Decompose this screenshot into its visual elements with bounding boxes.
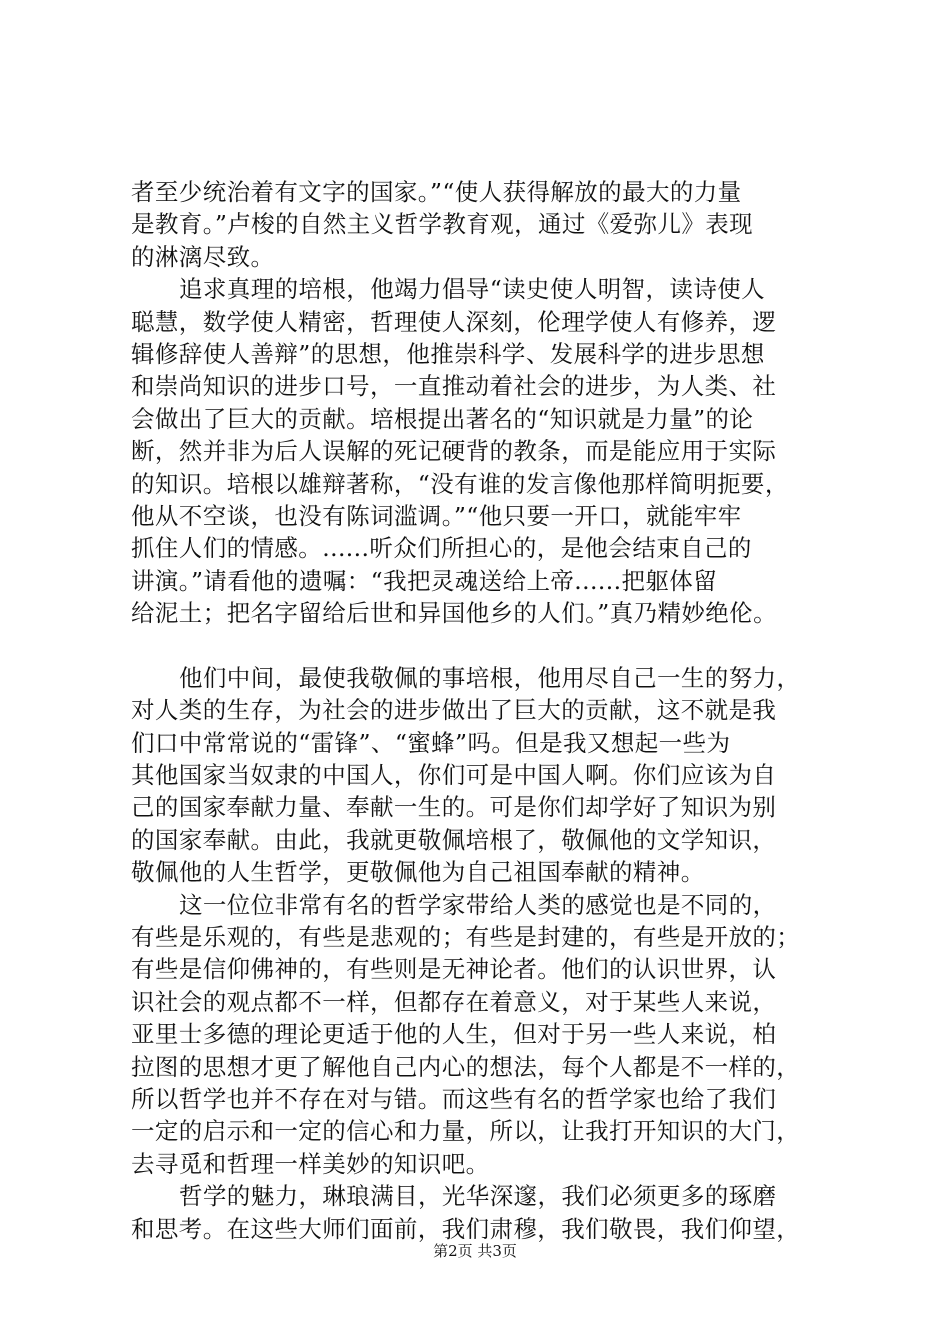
text-line: 这一位位非常有名的哲学家带给人类的感觉也是不同的， [179, 890, 777, 919]
text-line: 是教育。”卢梭的自然主义哲学教育观，通过《爱弥儿》表现 [131, 210, 754, 239]
text-line: 他们中间，最使我敬佩的事培根，他用尽自己一生的努力， [179, 663, 801, 692]
text-line: 对人类的生存，为社会的进步做出了巨大的贡献，这不就是我 [131, 696, 777, 725]
text-line: 辑修辞使人善辩”的思想，他推崇科学、发展科学的进步思想 [131, 339, 765, 368]
text-line: 讲演。”请看他的遗嘱：“我把灵魂送给上帝......把躯体留 [131, 566, 718, 595]
text-line: 亚里士多德的理论更适于他的人生，但对于另一些人来说，柏 [131, 1020, 777, 1049]
text-line: 断，然并非为后人误解的死记硬背的教条，而是能应用于实际 [131, 437, 777, 466]
text-line: 己的国家奉献力量、奉献一生的。可是你们却学好了知识为别 [131, 793, 777, 822]
text-line: 者至少统治着有文字的国家。”“使人获得解放的最大的力量 [131, 178, 742, 206]
text-line: 和思考。在这些大师们面前，我们肃穆，我们敬畏，我们仰望， [131, 1214, 801, 1243]
text-line: 会做出了巨大的贡献。培根提出著名的“知识就是力量”的论 [131, 404, 754, 433]
text-line: 和崇尚知识的进步口号，一直推动着社会的进步，为人类、社 [131, 372, 777, 401]
page-footer: 第2页 共3页 [433, 1242, 517, 1260]
text-line: 的知识。培根以雄辩著称，“没有谁的发言像他那样简明扼要， [131, 469, 789, 498]
text-line: 去寻觅和哲理一样美妙的知识吧。 [131, 1149, 490, 1178]
text-line: 有些是信仰佛神的，有些则是无神论者。他们的认识世界，认 [131, 955, 777, 984]
text-line: 追求真理的培根，他竭力倡导“读史使人明智，读诗使人 [179, 275, 766, 304]
body-text [131, 176, 831, 1245]
text-line: 有些是乐观的，有些是悲观的；有些是封建的，有些是开放的； [131, 922, 801, 951]
text-line: 所以哲学也并不存在对与错。而这些有名的哲学家也给了我们 [131, 1084, 777, 1113]
text-line: 敬佩他的人生哲学，更敬佩他为自己祖国奉献的精神。 [131, 858, 705, 887]
blank-line [131, 629, 831, 661]
text-line: 识社会的观点都不一样，但都存在着意义，对于某些人来说， [131, 987, 777, 1016]
text-line: 拉图的思想才更了解他自己内心的想法，每个人都是不一样的， [131, 1052, 801, 1081]
text-line: 其他国家当奴隶的中国人，你们可是中国人啊。你们应该为自 [131, 761, 777, 790]
text-line: 哲学的魅力，琳琅满目，光华深邃，我们必须更多的琢磨 [179, 1182, 777, 1211]
text-line: 给泥土；把名字留给后世和异国他乡的人们。”真乃精妙绝伦。 [131, 599, 777, 628]
text-line: 一定的启示和一定的信心和力量，所以，让我打开知识的大门， [131, 1117, 801, 1146]
text-line: 聪慧，数学使人精密，哲理使人深刻，伦理学使人有修养，逻 [131, 307, 777, 336]
text-line: 的淋漓尽致。 [131, 242, 275, 271]
text-line: 们口中常常说的“雷锋”、“蜜蜂”吗。但是我又想起一些为 [131, 728, 731, 757]
text-line: 他从不空谈，也没有陈词滥调。”“他只要一开口，就能牢牢 [131, 501, 742, 530]
text-line: 的国家奉献。由此，我就更敬佩培根了，敬佩他的文学知识， [131, 825, 777, 854]
text-line: 抓住人们的情感。......听众们所担心的，是他会结束自己的 [131, 534, 752, 563]
